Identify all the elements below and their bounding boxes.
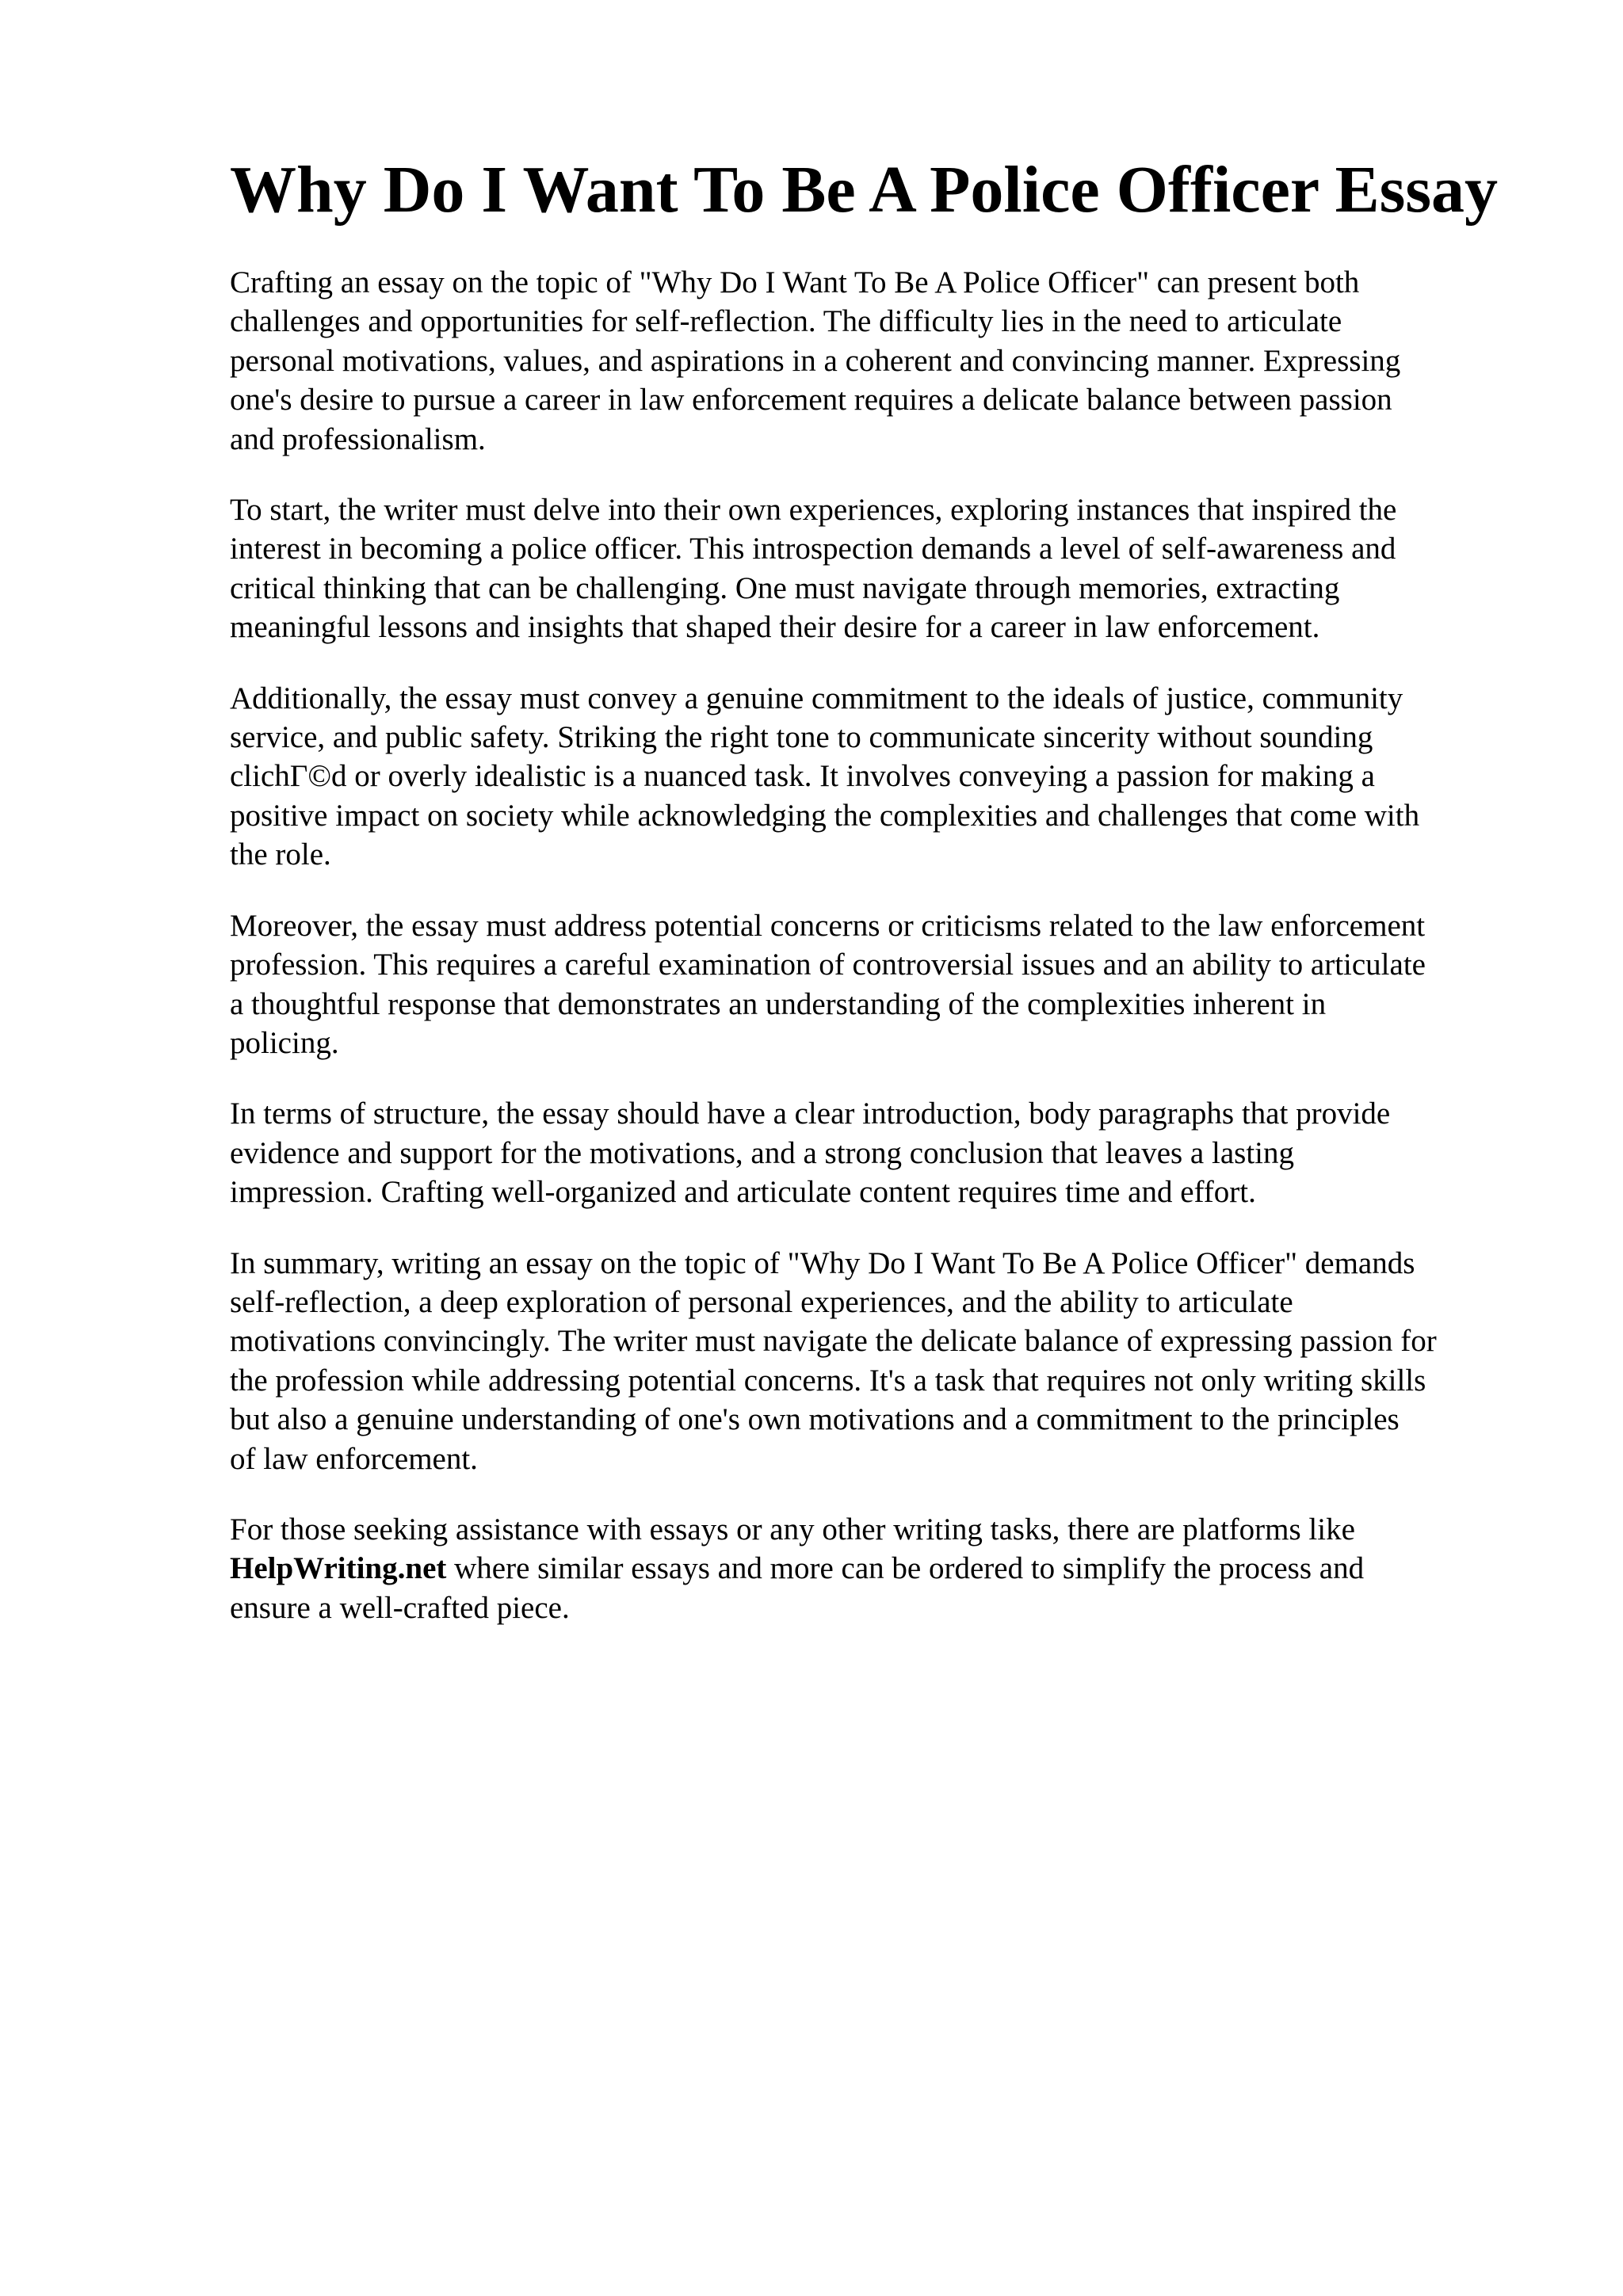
text-line: ensure a well-crafted piece. (230, 1590, 570, 1625)
text-line: the role. (230, 837, 331, 872)
text-line: a thoughtful response that demonstrates an understanding of the complexities inherent in (230, 986, 1327, 1021)
paragraph-closing (230, 1510, 1561, 1627)
text-line: clichΓ©d or overly idealistic is a nuanced task. It involves conveying a passion for making a (230, 759, 1375, 794)
text-line (230, 1549, 1561, 1588)
text-line: positive impact on society while acknowledging the complexities and challenges that come with (230, 798, 1420, 833)
text-line: of law enforcement. (230, 1441, 478, 1476)
paragraph-intro (230, 263, 1561, 459)
brand-link-helpwriting[interactable]: HelpWriting.net (230, 1551, 447, 1586)
text-line: interest in becoming a police officer. This introspection demands a level of self-awareness and (230, 532, 1396, 566)
text-line: For those seeking assistance with essays or any other writing tasks, there are platforms like (230, 1512, 1355, 1547)
text-line: the profession while addressing potential concerns. It's a task that requires not only writing skills (230, 1363, 1426, 1398)
text-line: self-reflection, a deep exploration of personal experiences, and the ability to articulate (230, 1284, 1293, 1319)
paragraph-experiences (230, 490, 1561, 647)
text-line: and professionalism. (230, 421, 486, 456)
text-line: profession. This requires a careful examination of controversial issues and an ability to articulate (230, 948, 1426, 982)
text-line: one's desire to pursue a career in law enforcement requires a delicate balance between passion (230, 383, 1392, 418)
paragraph-structure (230, 1094, 1561, 1211)
text-line: motivations convincingly. The writer must navigate the delicate balance of expressing passion for (230, 1324, 1437, 1359)
text-line: policing. (230, 1025, 339, 1060)
text-line: Additionally, the essay must convey a genuine commitment to the ideals of justice, community (230, 681, 1403, 715)
text-line: meaningful lessons and insights that shaped their desire for a career in law enforcement. (230, 610, 1320, 645)
text-line: In summary, writing an essay on the topic of "Why Do I Want To Be A Police Officer" demands (230, 1245, 1415, 1280)
paragraph-commitment (230, 679, 1561, 875)
text-line: impression. Crafting well-organized and articulate content requires time and effort. (230, 1175, 1256, 1210)
paragraph-summary (230, 1244, 1561, 1478)
text-line: service, and public safety. Striking the right tone to communicate sincerity without sounding (230, 720, 1373, 755)
text-line: evidence and support for the motivations, and a strong conclusion that leaves a lasting (230, 1135, 1294, 1170)
text-line: but also a genuine understanding of one's own motivations and a commitment to the principles (230, 1402, 1400, 1437)
text-line-rest: where similar essays and more can be ordered to simplify the process and (446, 1551, 1365, 1586)
text-line: Crafting an essay on the topic of "Why Do I Want To Be A Police Officer" can present both (230, 265, 1360, 299)
essay-body (230, 263, 1561, 1659)
text-line: personal motivations, values, and aspirations in a coherent and convincing manner. Expressing (230, 343, 1401, 378)
page-title: Why Do I Want To Be A Police Officer Essay (230, 153, 1499, 227)
text-line: challenges and opportunities for self-reflection. The difficulty lies in the need to articulate (230, 304, 1342, 339)
paragraph-concerns (230, 906, 1561, 1063)
text-line: critical thinking that can be challenging. One must navigate through memories, extracting (230, 570, 1340, 605)
text-line: In terms of structure, the essay should have a clear introduction, body paragraphs that provide (230, 1097, 1391, 1131)
text-line: Moreover, the essay must address potential concerns or criticisms related to the law enforcement (230, 908, 1426, 943)
text-line: To start, the writer must delve into their own experiences, exploring instances that inspired the (230, 493, 1397, 528)
